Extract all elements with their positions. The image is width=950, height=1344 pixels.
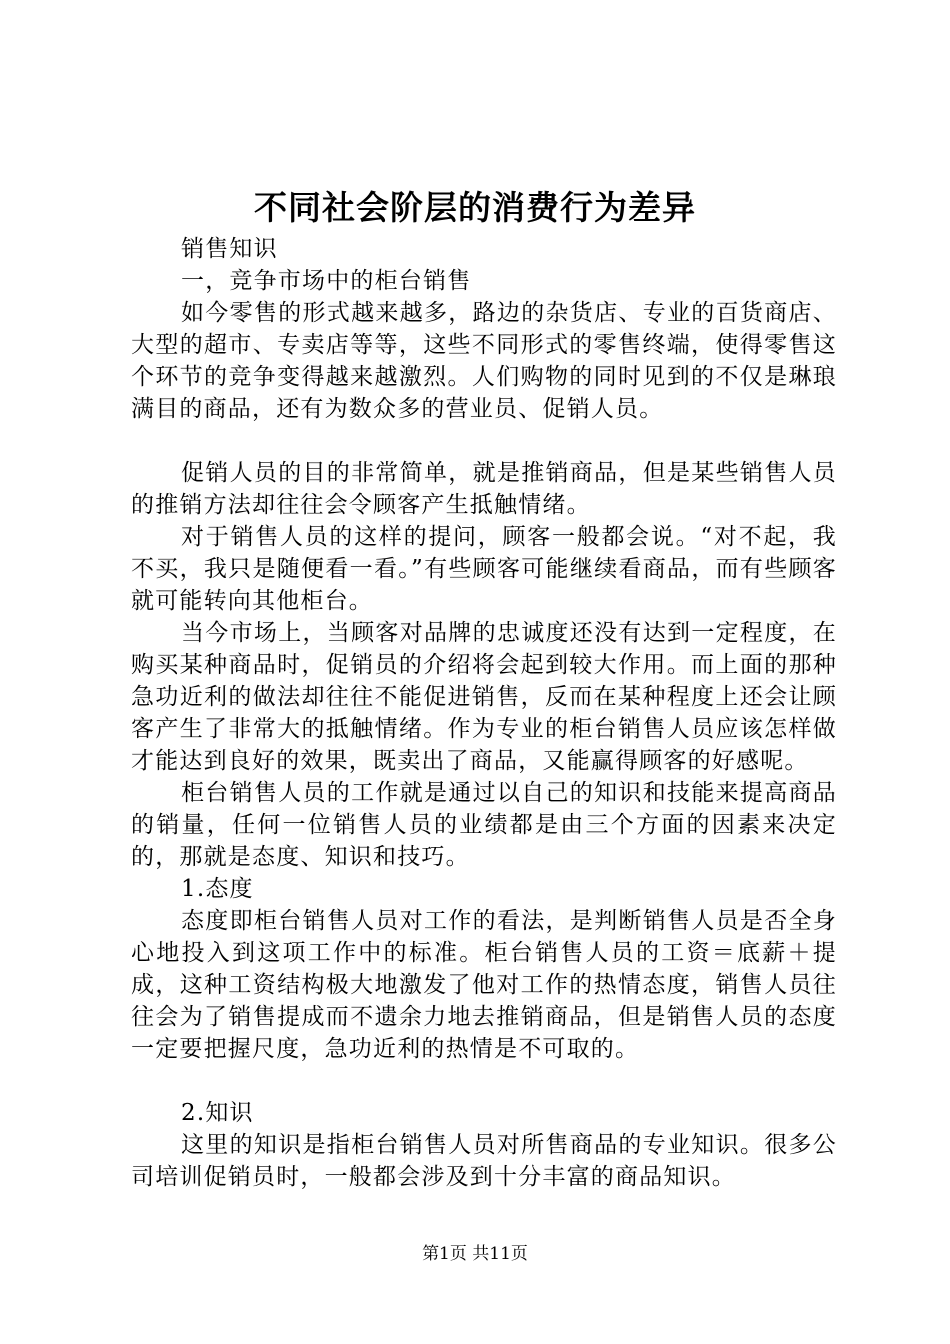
body-paragraph-retail-forms: 如今零售的形式越来越多，路边的杂货店、专业的百货商店、大型的超市、专卖店等等，这些不同形式的零售终端，使得零售这个环节的竞争变得越来越激烈。人们购物的同时见到的不仅是琳琅满目的商品，还有为数众多的营业员、促销人员。 (131, 300, 837, 422)
subheading-knowledge: 2.知识 (181, 1100, 254, 1126)
subheading-attitude: 1.态度 (181, 876, 254, 902)
body-paragraph-knowledge: 这里的知识是指柜台销售人员对所售商品的专业知识。很多公司培训促销员时，一般都会涉及到十分丰富的商品知识。 (131, 1132, 837, 1190)
body-paragraph-customer-reply: 对于销售人员的这样的提问，顾客一般都会说。“对不起，我不买，我只是随便看一看。”有些顾客可能继续看商品，而有些顾客就可能转向其他柜台。 (131, 524, 837, 614)
body-paragraph-attitude: 态度即柜台销售人员对工作的看法，是判断销售人员是否全身心地投入到这项工作中的标准。柜台销售人员的工资＝底薪＋提成，这种工资结构极大地激发了他对工作的热情态度，销售人员往往会为了销售提成而不遗余力地去推销商品，但是销售人员的态度一定要把握尺度，急功近利的热情是不可取的。 (131, 908, 837, 1062)
body-paragraph-brand-loyalty: 当今市场上，当顾客对品牌的忠诚度还没有达到一定程度，在购买某种商品时，促销员的介绍将会起到较大作用。而上面的那种急功近利的做法却往往不能促进销售，反而在某种程度上还会让顾客产生了非常大的抵触情绪。作为专业的柜台销售人员应该怎样做才能达到良好的效果，既卖出了商品，又能赢得顾客的好感呢。 (131, 620, 837, 774)
body-paragraph-promoter-goal: 促销人员的目的非常简单，就是推销商品，但是某些销售人员的推销方法却往往会令顾客产生抵触情绪。 (131, 460, 837, 518)
section-label-sales-knowledge: 销售知识 (181, 236, 278, 262)
section-heading-counter-sales: 一，竞争市场中的柜台销售 (181, 268, 472, 294)
body-paragraph-three-factors: 柜台销售人员的工作就是通过以自己的知识和技能来提高商品的销量，任何一位销售人员的业绩都是由三个方面的因素来决定的，那就是态度、知识和技巧。 (131, 780, 837, 870)
document-body (131, 233, 837, 1193)
document-title: 不同社会阶层的消费行为差异 (254, 188, 696, 227)
page-footer: 第1页 共11页 (422, 1244, 528, 1264)
